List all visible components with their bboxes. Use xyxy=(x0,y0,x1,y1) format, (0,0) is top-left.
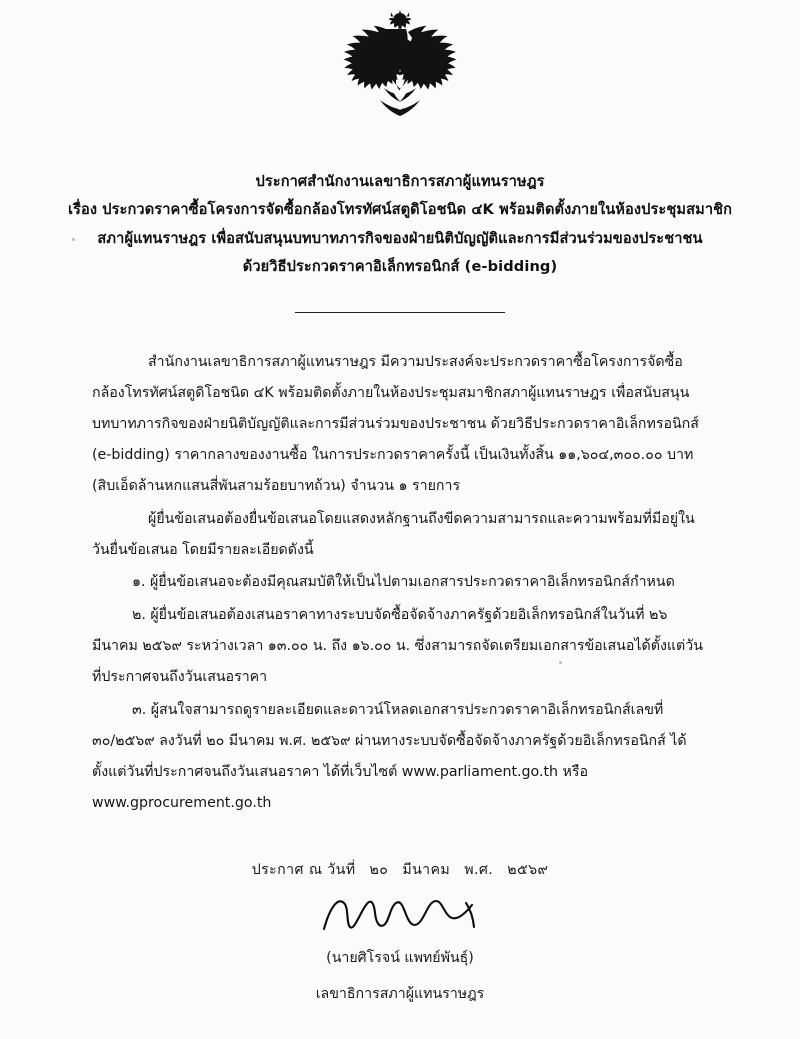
header-divider-container xyxy=(0,312,800,313)
document-header xyxy=(0,168,800,282)
scan-speck xyxy=(559,661,562,664)
body-item-2: ๒. ผู้ยื่นข้อเสนอต้องเสนอราคาทางระบบจัดซื้อจัดจ้างภาครัฐด้วยอิเล็กทรอนิกส์ในวันที่ ๒๖ มีนาคม ๒๕๖๙ ระหว่างเวลา ๑๓.๐๐ น. ถึง ๑๖.๐๐ น. ซึ่งสามารถจัดเตรียมเอกสารข้อเสนอได้ตั้งแต่วันที่ประกาศจนถึงวันเสนอราคา xyxy=(92,607,703,686)
signature-scribble xyxy=(316,889,484,941)
garuda-emblem xyxy=(340,10,460,122)
emblem-container xyxy=(0,0,800,122)
document-body xyxy=(0,347,800,819)
header-line-1: ประกาศสำนักงานเลขาธิการสภาผู้แทนราษฎร xyxy=(255,173,545,190)
signer-title: เลขาธิการสภาผู้แทนราษฎร xyxy=(315,986,485,1003)
announcement-date-year-prefix: พ.ศ. xyxy=(464,862,494,879)
signature-container xyxy=(0,889,800,941)
header-divider xyxy=(295,312,505,313)
second-paragraph: ผู้ยื่นข้อเสนอต้องยื่นข้อเสนอโดยแสดงหลักฐานถึงขีดความสามารถและความพร้อมที่มีอยู่ในวันยื่นข้อเสนอ โดยมีรายละเอียดดังนี้ xyxy=(92,510,695,558)
announcement-date-line xyxy=(0,859,800,881)
announcement-date-prefix: ประกาศ ณ วันที่ xyxy=(251,862,356,879)
header-line-2: เรื่อง ประกวดราคาซื้อโครงการจัดซื้อกล้องโทรทัศน์สตูดิโอชนิด ๔K พร้อมติดตั้งภายในห้องประชุมสมาชิก xyxy=(67,201,733,219)
signer-name: (นายศิโรจน์ แพทย์พันธุ์) xyxy=(326,950,474,967)
announcement-date-day: ๒๐ xyxy=(369,862,389,879)
announcement-date-year: ๒๕๖๙ xyxy=(507,862,549,879)
body-item-3: ๓. ผู้สนใจสามารถดูรายละเอียดและดาวน์โหลดเอกสารประกวดราคาอิเล็กทรอนิกส์เลขที่ ๓๐/๒๕๖๙ ลงวันที่ ๒๐ มีนาคม พ.ศ. ๒๕๖๙ ผ่านทางระบบจัดซื้อจัดจ้างภาครัฐด้วยอิเล็กทรอนิกส์ ได้ตั้งแต่วันที่ประกาศจนถึงวันเสนอราคา ได้ที่เว็บไซต์ www.parliament.go.th หรือ www.gprocurement.go.th xyxy=(92,702,687,812)
scan-speck xyxy=(72,238,75,241)
header-line-3: สภาผู้แทนราษฎร เพื่อสนับสนุนบทบาทภารกิจของฝ่ายนิติบัญญัติและการมีส่วนร่วมของประชาชน xyxy=(97,229,703,247)
header-line-4: ด้วยวิธีประกวดราคาอิเล็กทรอนิกส์ (e-bidding) xyxy=(242,258,558,276)
intro-paragraph: สำนักงานเลขาธิการสภาผู้แทนราษฎร มีความประสงค์จะประกวดราคาซื้อโครงการจัดซื้อกล้องโทรทัศน์สตูดิโอชนิด ๔K พร้อมติดตั้งภายในห้องประชุมสมาชิกสภาผู้แทนราษฎร เพื่อสนับสนุนบทบาทภารกิจของฝ่ายนิติบัญญัติและการมีส่วนร่วมของประชาชน ด้วยวิธีประกวดราคาอิเล็กทรอนิกส์ (e-bidding) ราคากลางของงานซื้อ ในการประกวดราคาครั้งนี้ เป็นเงินทั้งสิ้น ๑๑,๖๐๔,๓๐๐.๐๐ บาท (สิบเอ็ดล้านหกแสนสี่พันสามร้อยบาทถ้วน) จำนวน ๑ รายการ xyxy=(92,353,699,494)
body-item-1: ๑. ผู้ยื่นข้อเสนอจะต้องมีคุณสมบัติให้เป็นไปตามเอกสารประกวดราคาอิเล็กทรอนิกส์กำหนด xyxy=(132,574,675,591)
announcement-date-month: มีนาคม xyxy=(402,862,451,879)
